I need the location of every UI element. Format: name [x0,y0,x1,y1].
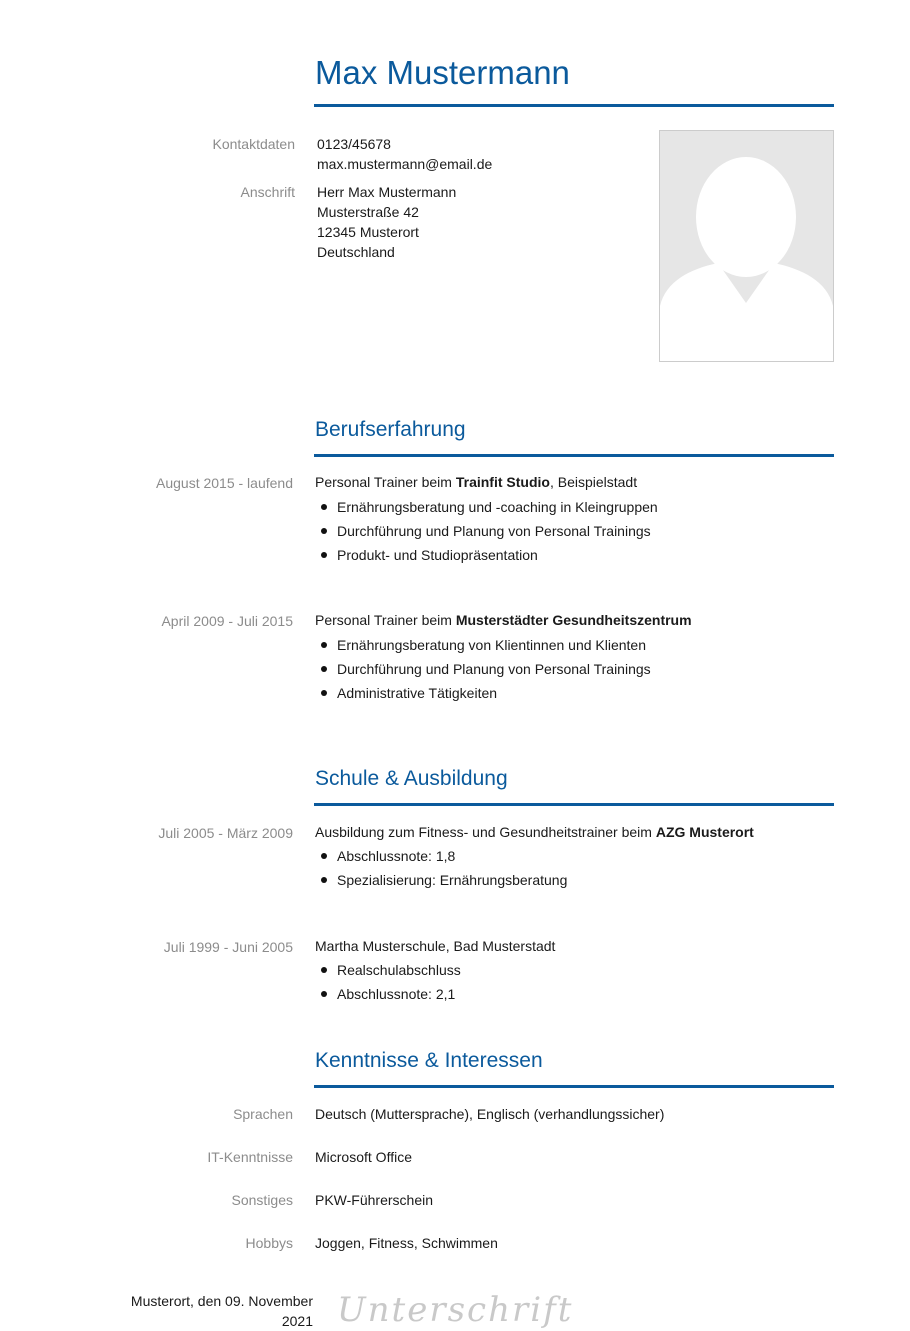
profile-photo [659,130,834,362]
list-item [315,681,651,705]
place-date [100,1291,313,1331]
address-line: Musterstraße 42 [317,204,419,220]
resume-name: Max Mustermann [315,54,570,91]
entry-date: April 2009 - Juli 2015 [161,613,293,629]
skill-value: Deutsch (Muttersprache), Englisch (verhandlungssicher) [315,1106,665,1122]
person-silhouette-icon [660,131,833,361]
list-item [315,958,461,982]
list-item [315,982,461,1006]
list-item [315,495,658,519]
entry-heading [315,612,692,628]
list-item [315,868,567,892]
list-item-text: Ernährungsberatung und -coaching in Kleingruppen [337,499,658,515]
skill-value: Joggen, Fitness, Schwimmen [315,1235,498,1251]
list-item-text: Durchführung und Planung von Personal Trainings [337,523,651,539]
entry-bullets [315,633,651,705]
contact-phone: 0123/45678 [317,136,391,152]
signature: Unterschrift [337,1290,574,1330]
address-label: Anschrift [240,184,295,200]
entry-organization: AZG Musterort [655,824,754,840]
list-item [315,543,658,567]
entry-bullets [315,495,658,567]
skill-label: Sprachen [233,1106,293,1122]
skill-label: Sonstiges [231,1192,293,1208]
list-item-text: Spezialisierung: Ernährungsberatung [337,872,568,888]
list-item [315,657,651,681]
list-item-text: Abschlussnote: 1,8 [337,848,456,864]
contact-email: max.mustermann@email.de [317,156,493,172]
name-underline [314,104,834,107]
contact-label: Kontaktdaten [212,136,295,152]
section-title-education: Schule & Ausbildung [315,767,508,790]
entry-heading [315,474,637,490]
place-date-line: Musterort, den 09. November [130,1293,313,1309]
entry-heading-text: Personal Trainer beim [315,612,456,628]
entry-heading [315,938,555,954]
list-item-text: Abschlussnote: 2,1 [337,986,456,1002]
section-underline [314,454,834,457]
list-item-text: Ernährungsberatung von Klientinnen und Klienten [337,637,647,653]
list-item-text: Realschulabschluss [337,962,461,978]
list-item-text: Durchführung und Planung von Personal Trainings [337,661,651,677]
entry-date: August 2015 - laufend [156,475,293,491]
entry-heading-suffix: , Beispielstadt [549,474,638,490]
list-item-text: Produkt- und Studiopräsentation [337,547,538,563]
entry-organization: Trainfit Studio [455,474,550,490]
list-item [315,633,651,657]
section-underline [314,803,834,806]
entry-bullets [315,958,461,1006]
address-line: Deutschland [317,244,395,260]
list-item [315,844,567,868]
list-item-text: Administrative Tätigkeiten [337,685,498,701]
address-line: 12345 Musterort [317,224,419,240]
section-underline [314,1085,834,1088]
entry-date: Juli 1999 - Juni 2005 [163,939,293,955]
entry-heading-text: Ausbildung zum Fitness- und Gesundheitstrainer beim [315,824,656,840]
skill-value: PKW-Führerschein [315,1192,434,1208]
entry-heading-text: Martha Musterschule, Bad Musterstadt [315,938,556,954]
entry-heading [315,824,754,840]
entry-date: Juli 2005 - März 2009 [158,825,293,841]
list-item [315,519,658,543]
entry-bullets [315,844,567,892]
address-line: Herr Max Mustermann [317,184,457,200]
entry-organization: Musterstädter Gesundheitszentrum [455,612,692,628]
skill-value: Microsoft Office [315,1149,412,1165]
skill-label: Hobbys [245,1235,293,1251]
place-date-line: 2021 [281,1313,313,1329]
section-title-experience: Berufserfahrung [315,418,466,441]
entry-heading-text: Personal Trainer beim [315,474,456,490]
skill-label: IT-Kenntnisse [207,1149,293,1165]
section-title-skills: Kenntnisse & Interessen [315,1049,543,1072]
